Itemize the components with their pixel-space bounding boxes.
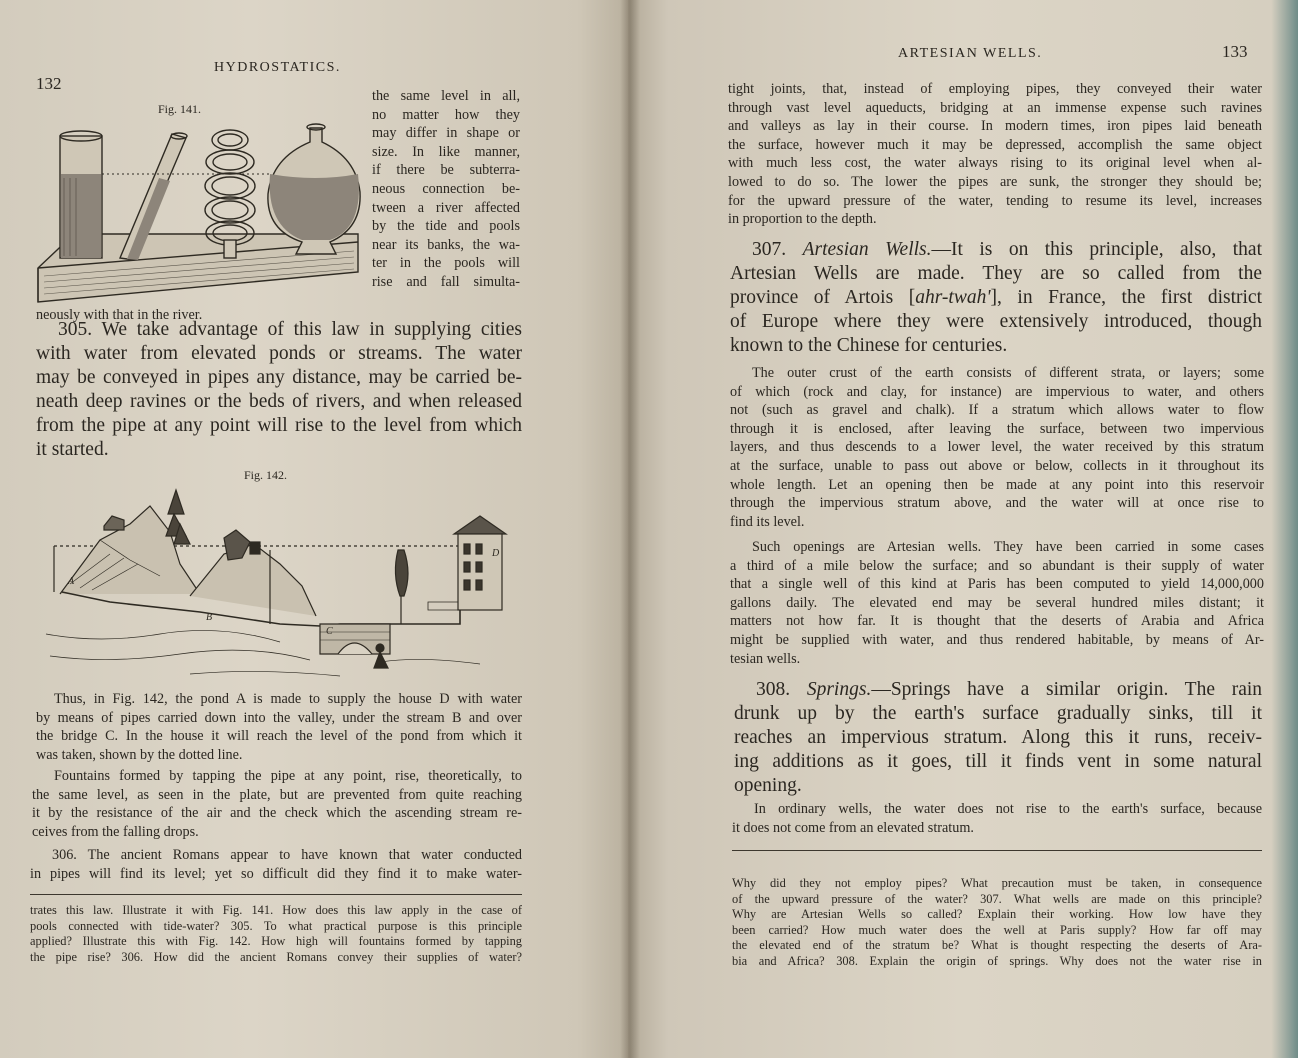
- paragraph-307-first-line: [730, 238, 1262, 262]
- fig141-side-text: [372, 87, 520, 292]
- book-gutter: [620, 0, 640, 1058]
- text-line: Why are Artesian Wells so called? Explain their working. How low have they: [732, 907, 1262, 922]
- paragraph-305: [36, 318, 522, 462]
- paragraph-306: [30, 846, 522, 883]
- text-line: Fountains formed by tapping the pipe at any point, rise, theoretically, to: [54, 768, 522, 784]
- paragraph-fountains: [32, 767, 522, 841]
- fig141-illustration: [34, 118, 364, 308]
- text-line: neath deep ravines or the beds of rivers, and when released: [36, 391, 522, 412]
- text-line: In ordinary wells, the water does not rise to the earth's surface, because: [754, 801, 1262, 817]
- text-line: might be supplied with water, and thus rendered habitable, by means of Ar-: [730, 631, 1264, 648]
- fig141-caption: Fig. 141.: [158, 102, 202, 116]
- paragraph-307: [730, 238, 1262, 358]
- text-line: the same level in all,: [372, 88, 520, 104]
- paragraph-fig142: [36, 690, 522, 764]
- text-line: [730, 286, 1262, 310]
- text-line: no matter how they: [372, 106, 520, 123]
- text-line: through it is enclosed, after leaving the surface, between two impervious: [730, 420, 1264, 437]
- text-line: near its banks, the wa-: [372, 236, 520, 253]
- text-line: whole length. Let an opening then be made at any point into this reservoir: [730, 476, 1264, 493]
- paragraph-ordinary-wells: [732, 800, 1262, 837]
- text-line: find its level.: [730, 513, 805, 530]
- text-line: if there be subterra-: [372, 162, 520, 179]
- text-line: layers, and thus descends to a lower level, the water received by this stratum: [730, 439, 1264, 456]
- section-number: 308.: [756, 679, 791, 700]
- fig142-caption: Fig. 142.: [244, 468, 288, 482]
- text-line: it does not come from an elevated stratum.: [732, 819, 974, 836]
- text-line: through the impervious stratum above, and the water will at once rise to: [730, 495, 1264, 512]
- right-page: [628, 0, 1298, 1058]
- text-line: Thus, in Fig. 142, the pond A is made to supply the house D with water: [54, 691, 522, 707]
- text-line: that a single well of this kind at Paris has been computed to yield 14,000,000: [730, 576, 1264, 593]
- text-line: matters not how far. It is thought that the deserts of Arabia and Africa: [730, 613, 1264, 630]
- page-number: 132: [36, 74, 62, 93]
- text-line: from the pipe at any point will rise to the level from which: [36, 415, 522, 436]
- text-line: the same level, as seen in the plate, but are prevented from quite reaching: [32, 786, 522, 803]
- fig142-label-b: B: [206, 612, 213, 623]
- text-line: gallons daily. The elevated end may be several hundred miles distant; it: [730, 594, 1264, 611]
- text-line: for the upward pressure of the water, tending to resume its level, increases: [728, 192, 1262, 209]
- paragraph-306-continued: [728, 80, 1262, 229]
- section-title: Artesian Wells.: [802, 239, 932, 260]
- text-line: applied? Illustrate this with Fig. 142. How high will fountains formed by tapping: [30, 934, 522, 949]
- text-line: by the tide and pools: [372, 218, 520, 235]
- text-line: opening.: [734, 775, 802, 796]
- text-line: tween a river affected: [372, 199, 520, 216]
- footnote-rule: [30, 894, 522, 895]
- text-line: ceives from the falling drops.: [32, 823, 199, 840]
- text-line: the surface, however much it may be depressed, accomplish the same object: [728, 136, 1262, 153]
- fig142-label-a: A: [68, 576, 75, 587]
- pronunciation: ahr-twah': [915, 287, 991, 308]
- text-line: not (such as gravel and chalk). If a stratum which allows water to flow: [730, 402, 1264, 419]
- text-line: Artesian Wells are made. They are so called from the: [730, 263, 1262, 284]
- text-line: the elevated end of the stratum be? What is thought respecting the deserts of Ara-: [732, 938, 1262, 953]
- text-line: the bridge C. In the house it will reach the level of the pond from which it: [36, 728, 522, 745]
- left-page: [0, 0, 628, 1058]
- text-line: was taken, shown by the dotted line.: [36, 746, 243, 763]
- text-line: of the upward pressure of the water? 307. What wells are made on this principle?: [732, 891, 1262, 906]
- text-line: been carried? How much water does the well at Paris supply? How far off may: [732, 922, 1262, 937]
- questions-left: [30, 903, 522, 965]
- running-head: HYDROSTATICS.: [214, 60, 341, 75]
- text-line: at the surface, unable to pass out above or below, collects in it throughout its: [730, 457, 1264, 474]
- paragraph-openings: [730, 538, 1264, 668]
- section-number: 307.: [752, 239, 787, 260]
- text-line: a third of a mile below the surface; and so abundant is their supply of water: [730, 557, 1264, 574]
- text-line: Such openings are Artesian wells. They have been carried in some cases: [752, 539, 1264, 555]
- text-line: neous connection be-: [372, 180, 520, 197]
- text-line: by means of pipes carried down into the valley, under the stream B and over: [36, 709, 522, 726]
- text-line: of which (rock and clay, for instance) are impervious to water, and others: [730, 383, 1264, 400]
- text-line: in proportion to the depth.: [728, 211, 877, 228]
- paragraph-strata: [730, 364, 1264, 531]
- text-line: lowed to do so. The lower the pipes are sunk, the stronger they should be;: [728, 173, 1262, 190]
- text-line: with water from elevated ponds or streams. The water: [36, 343, 522, 364]
- text-line: known to the Chinese for centuries.: [730, 335, 1008, 356]
- text-fragment: —It is on this principle, also, that: [931, 239, 1262, 260]
- text-line: with much less cost, the water always rising to its original level when al-: [728, 155, 1262, 172]
- text-line: Why did they not employ pipes? What precaution must be taken, in consequence: [732, 876, 1262, 890]
- fig141-after-text: neously with that in the river.: [36, 307, 203, 323]
- text-line: it started.: [36, 439, 109, 460]
- text-line: tight joints, that, instead of employing pipes, they conveyed their water: [728, 81, 1262, 97]
- text-fragment: ], in France, the first district: [990, 287, 1262, 308]
- fig142-illustration: [40, 484, 510, 684]
- running-head: ARTESIAN WELLS.: [898, 46, 1043, 61]
- paragraph-308-first-line: [734, 678, 1262, 702]
- text-line: drunk up by the earth's surface gradually sinks, till it: [734, 703, 1262, 724]
- text-line: pools connected with tide-water? 305. To what practical purpose is this principle: [30, 918, 522, 933]
- text-line: 305. We take advantage of this law in supplying cities: [58, 319, 522, 340]
- text-line: in pipes will find its level; yet so difficult did they find it to make water-: [30, 865, 522, 882]
- text-line: tesian wells.: [730, 650, 801, 667]
- fig142-label-d: D: [492, 548, 500, 559]
- fig142-label-c: C: [326, 626, 333, 637]
- paragraph-308: [734, 678, 1262, 798]
- page-number: 133: [1222, 42, 1248, 61]
- text-line: trates this law. Illustrate it with Fig. 141. How does this law apply in the case of: [30, 903, 522, 917]
- text-fragment: province of Artois [: [730, 287, 916, 308]
- text-line: rise and fall simulta-: [372, 273, 520, 290]
- text-line: The outer crust of the earth consists of different strata, or layers; some: [752, 365, 1264, 381]
- text-line: ter in the pools will: [372, 255, 520, 272]
- text-line: of Europe where they were extensively introduced, though: [730, 311, 1262, 332]
- text-line: it by the resistance of the air and the check which the ascending stream re-: [32, 805, 522, 822]
- text-fragment: —Springs have a similar origin. The rain: [871, 679, 1263, 700]
- text-line: reaches an impervious stratum. Along this it runs, receiv-: [734, 727, 1262, 748]
- text-line: may differ in shape or: [372, 125, 520, 142]
- text-line: the pipe rise? 306. How did the ancient Romans convey their supplies of water?: [30, 949, 522, 964]
- text-line: may be conveyed in pipes any distance, may be carried be-: [36, 367, 522, 388]
- text-line: through vast level aqueducts, bridging at an immense expense such ravines: [728, 99, 1262, 116]
- questions-right: [732, 876, 1262, 970]
- text-line: bia and Africa? 308. Explain the origin of springs. Why does not the water rise in: [732, 953, 1262, 968]
- text-line: size. In like manner,: [372, 143, 520, 160]
- footnote-rule: [732, 850, 1262, 851]
- text-line: ing additions as it goes, till it finds vent in some natural: [734, 751, 1262, 772]
- text-line: and valleys as lay in their course. In modern times, iron pipes laid beneath: [728, 118, 1262, 135]
- section-title: Springs.: [806, 679, 872, 700]
- text-line: 306. The ancient Romans appear to have known that water conducted: [52, 847, 522, 863]
